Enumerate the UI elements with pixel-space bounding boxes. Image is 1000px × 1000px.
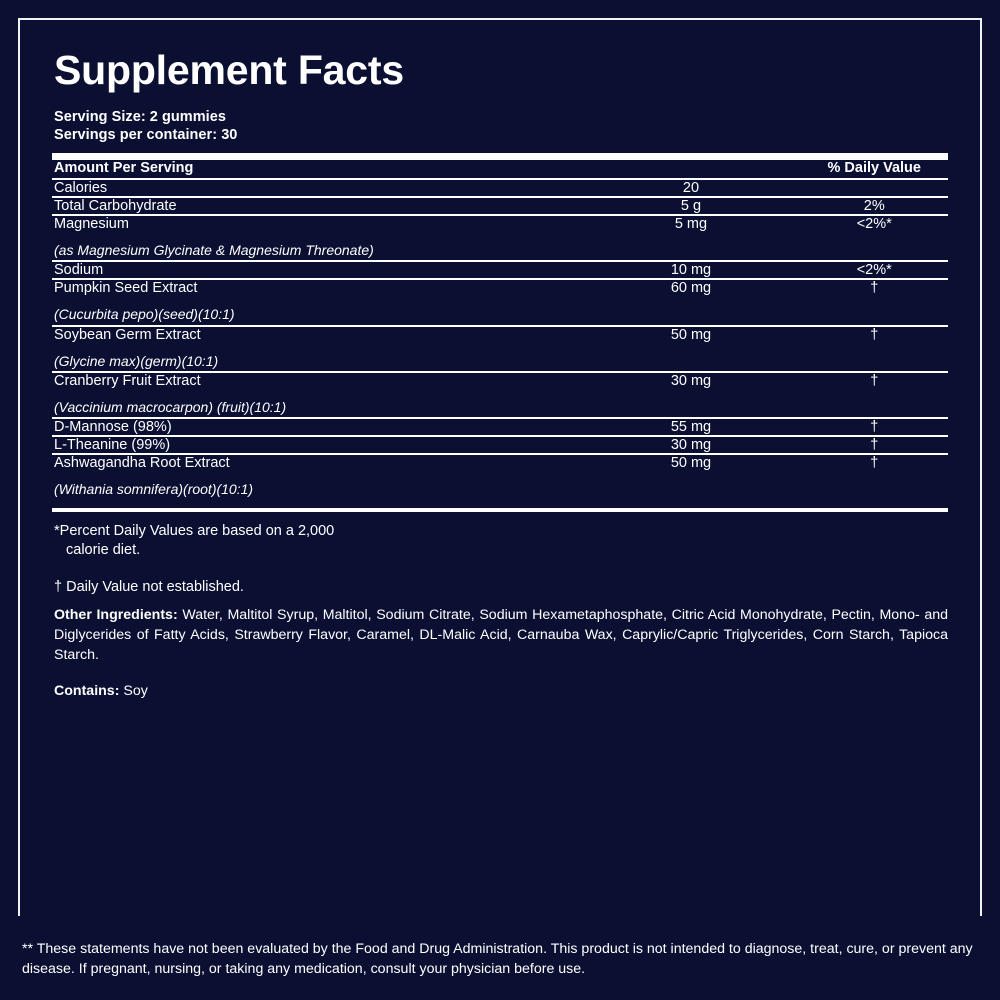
table-row	[52, 436, 948, 454]
nutrition-table	[52, 160, 948, 178]
row-name: Soybean Germ Extract	[54, 326, 201, 343]
row-name-group	[52, 372, 581, 418]
row-name-group	[52, 215, 581, 261]
row-amount: 5 g	[581, 197, 800, 215]
dagger-note: † Daily Value not established.	[54, 578, 244, 595]
supplement-facts-panel	[18, 18, 982, 916]
row-name: Calories	[54, 180, 108, 197]
row-amount: 50 mg	[581, 326, 800, 372]
row-amount: 30 mg	[581, 372, 800, 418]
row-name: L-Theanine (99%)	[52, 436, 581, 454]
row-daily-value: 2%	[800, 197, 948, 215]
divider-below-table	[52, 508, 948, 512]
serving-size: Serving Size: 2 gummies	[54, 109, 226, 126]
table-row	[52, 418, 948, 436]
row-daily-value: †	[800, 454, 948, 499]
row-amount: 10 mg	[581, 261, 800, 279]
contains-text: Soy	[119, 683, 148, 700]
row-name: Pumpkin Seed Extract	[54, 280, 198, 297]
row-name: D-Mannose (98%)	[52, 418, 581, 436]
row-name: Cranberry Fruit Extract	[54, 372, 201, 389]
nutrition-rows	[52, 180, 948, 499]
header-amount-per-serving: Amount Per Serving	[54, 160, 194, 177]
row-amount: 50 mg	[581, 454, 800, 499]
row-subtext: (Glycine max)(germ)(10:1)	[54, 352, 219, 369]
percent-daily-value-line2: calorie diet.	[66, 542, 141, 559]
row-daily-value: †	[800, 372, 948, 418]
row-name: Total Carbohydrate	[52, 197, 581, 215]
contains-statement	[52, 683, 948, 699]
table-row	[52, 454, 948, 499]
row-name-group	[52, 454, 581, 499]
row-amount: 5 mg	[581, 215, 800, 261]
other-ingredients-label: Other Ingredients:	[54, 606, 178, 623]
table-row	[52, 326, 948, 372]
row-amount: 60 mg	[581, 279, 800, 325]
row-daily-value: <2%*	[800, 215, 948, 261]
row-name: Sodium	[52, 261, 581, 279]
divider-thick-top	[52, 153, 948, 160]
row-subtext: (as Magnesium Glycinate & Magnesium Threonate)	[54, 242, 374, 259]
percent-daily-value-note	[52, 522, 948, 561]
header-amount-spacer	[581, 160, 800, 178]
row-name: Magnesium	[54, 216, 129, 233]
other-ingredients-text: Water, Maltitol Syrup, Maltitol, Sodium Citrate, Sodium Hexametaphosphate, Citric Acid Monohydrate, Pectin, Mono- and Diglycerides of Fatty Acids, Strawberry Flavor, Caramel, DL-Malic Acid, Carnauba Wax, Caprylic/Capric Triglycerides, Corn Starch, Tapioca Starch.	[54, 606, 948, 664]
row-daily-value: <2%*	[800, 261, 948, 279]
header-daily-value-text: % Daily Value	[827, 160, 921, 177]
row-daily-value: †	[800, 279, 948, 325]
table-row	[52, 197, 948, 215]
row-subtext: (Withania somnifera)(root)(10:1)	[54, 481, 254, 498]
table-row	[52, 372, 948, 418]
table-row	[52, 261, 948, 279]
contains-label: Contains:	[54, 683, 120, 700]
row-amount: 20	[682, 180, 700, 197]
percent-daily-value-line1: *Percent Daily Values are based on a 2,000	[54, 522, 335, 539]
row-name-group	[52, 326, 581, 372]
servings-per-container: Servings per container: 30	[54, 127, 238, 144]
row-amount: 30 mg	[581, 436, 800, 454]
other-ingredients	[52, 605, 948, 665]
row-name: Ashwagandha Root Extract	[54, 455, 230, 472]
row-daily-value: †	[800, 418, 948, 436]
table-row	[52, 180, 948, 197]
row-daily-value: †	[800, 326, 948, 372]
fda-disclaimer: ** These statements have not been evaluated by the Food and Drug Administration. This product is not intended to diagnose, treat, cure, or prevent any disease. If pregnant, nursing, or taking any medication, consult your physician before use.	[22, 940, 973, 978]
row-amount: 55 mg	[581, 418, 800, 436]
row-name-group	[52, 279, 581, 325]
header-daily-value	[800, 160, 948, 178]
row-subtext: (Cucurbita pepo)(seed)(10:1)	[54, 306, 235, 323]
page-title: Supplement Facts	[54, 47, 404, 93]
table-row	[52, 215, 948, 261]
table-header-row	[52, 160, 948, 178]
table-row	[52, 279, 948, 325]
row-daily-value	[800, 180, 948, 197]
row-subtext: (Vaccinium macrocarpon) (fruit)(10:1)	[54, 398, 287, 415]
row-daily-value: †	[800, 436, 948, 454]
